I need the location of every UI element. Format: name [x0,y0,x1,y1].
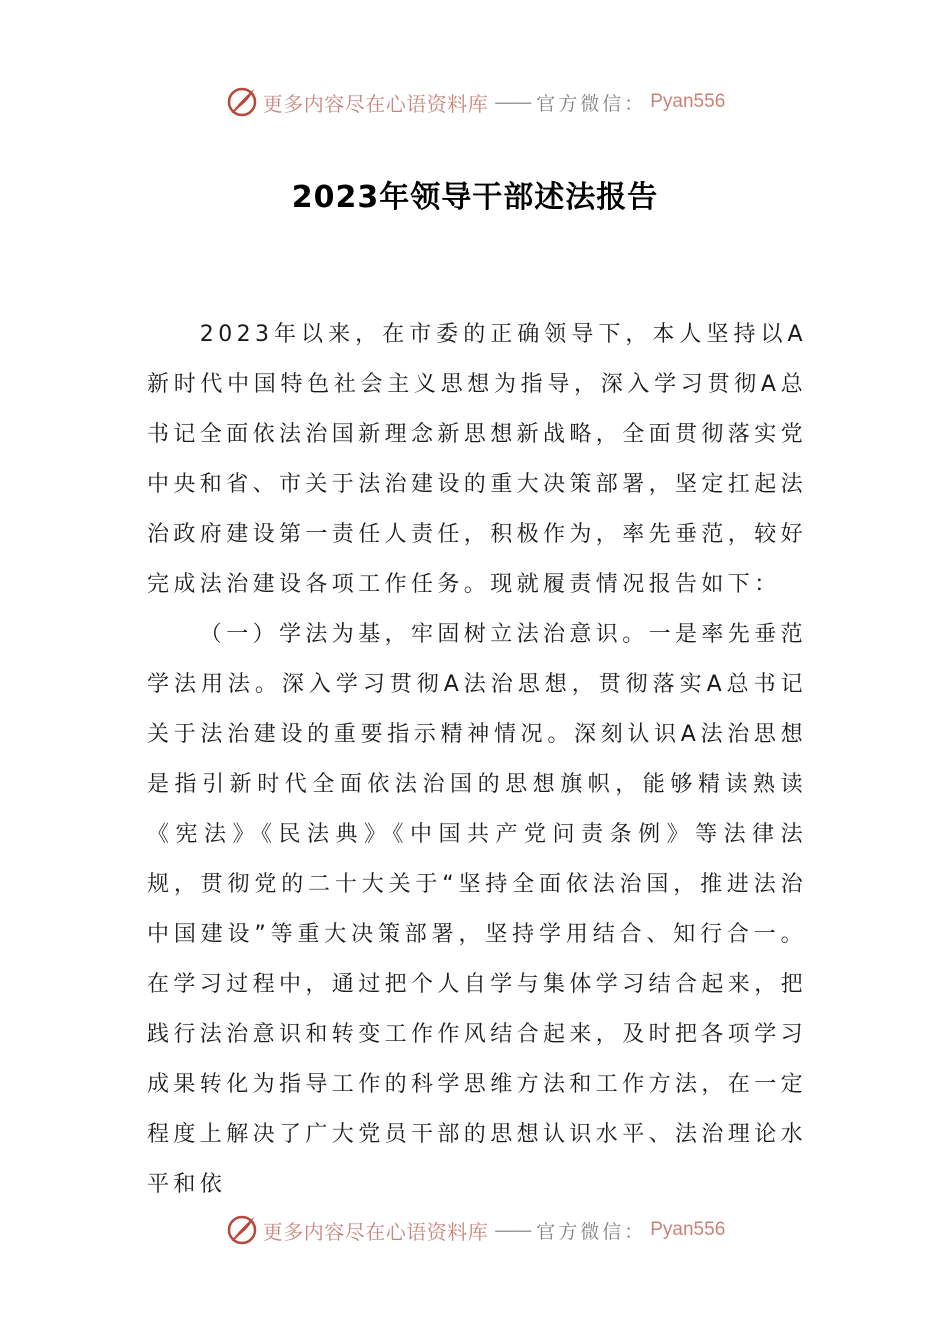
banner-wechat-id: Pyan556 [650,1219,726,1240]
banner-site-text: 更多内容尽在心语资料库 [262,91,489,116]
banner-dash: —— [494,1218,531,1242]
quill-logo-icon [225,85,259,119]
quill-logo-icon [225,1213,259,1247]
banner-wechat-label: 官方微信： [536,1220,647,1243]
banner-wechat-label: 官方微信： [536,92,647,115]
banner-wechat-id: Pyan556 [650,91,726,112]
footer-banner [0,1210,950,1250]
paragraph-section-1: （一）学法为基，牢固树立法治意识。一是率先垂范学法用法。深入学习贯彻A法治思想，贯彻落实A总书记关于法治建设的重要指示精神情况。深刻认识A法治思想是指引新时代全面依法治国的思想旗帜，能够精读熟读《宪法》《民法典》《中国共产党问责条例》等法律法规，贯彻党的二十大关于“坚持全面依法治国，推进法治中国建设”等重大决策部署，坚持学用结合、知行合一。在学习过程中，通过把个人自学与集体学习结合起来，把践行法治意识和转变工作作风结合起来，及时把各项学习成果转化为指导工作的科学思维方法和工作方法，在一定程度上解决了广大党员干部的思想认识水平、法治理论水平和依 [147,622,808,1197]
banner-dash: —— [494,90,531,114]
document-title: 2023年领导干部述法报告 [291,180,659,215]
paragraph-intro: 2023年以来，在市委的正确领导下，本人坚持以A新时代中国特色社会主义思想为指导，深入学习贯彻A总书记全面依法治国新理念新思想新战略，全面贯彻落实党中央和省、市关于法治建设的重大决策部署，坚定扛起法治政府建设第一责任人责任，积极作为，率先垂范，较好完成法治建设各项工作任务。现就履责情况报告如下： [147,322,808,597]
header-banner [0,82,950,122]
banner-site-text: 更多内容尽在心语资料库 [262,1219,489,1244]
document-body [147,310,807,1210]
